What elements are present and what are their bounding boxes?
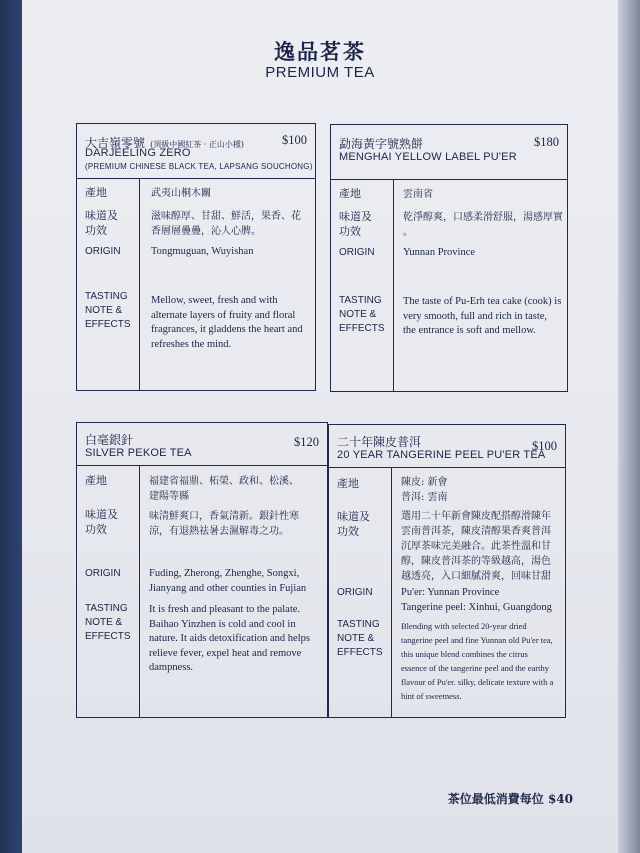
origin-cn: 福建省福鼎、柘榮、政和、松溪、 建陽等縣 [149, 476, 299, 502]
taste-cn: 味清鮮爽口，香氣清新。銀針性寒 涼，有退熱祛暑去濕解毒之功。 [149, 511, 299, 537]
tea-price: $100 [282, 133, 307, 147]
label-tasting-en: TASTING NOTE & EFFECTS [337, 619, 383, 658]
label-origin-cn: 產地 [85, 474, 107, 487]
column-divider [139, 465, 140, 717]
origin-cn: 陳皮: 新會 普洱: 雲南 [401, 477, 448, 503]
card-header [77, 124, 315, 179]
tea-price: $100 [532, 439, 557, 453]
tea-name-en: MENGHAI YELLOW LABEL PU'ER [339, 151, 517, 163]
label-taste-cn: 味道及 功效 [85, 209, 118, 237]
card-header [331, 125, 567, 180]
taste-cn: 選用二十年新會陳皮配搭醇滑陳年 雲南普洱茶，陳皮清醇果香爽普洱 沉厚茶味完美融合。此茶性溫和甘 醇，陳皮普洱茶的等級越高，湯色 越透亮，入口細膩滑爽，回味甘甜 [401, 511, 551, 582]
column-divider [391, 467, 392, 717]
menu-page [22, 0, 618, 853]
origin-en: Pu'er: Yunnan Province Tangerine peel: Xinhui, Guangdong [401, 587, 552, 613]
label-tasting-en: TASTING NOTE & EFFECTS [339, 295, 385, 334]
tea-card-menghai [330, 124, 568, 392]
card-header [77, 423, 327, 466]
minimum-charge-note: 茶位最低消費每位 $40 [447, 792, 573, 806]
tea-name-cn-note: (頂級中國紅茶 · 正山小種) [150, 140, 244, 149]
tea-name-en: DARJEELING ZERO [85, 147, 191, 159]
taste-en: Mellow, sweet, fresh and with alternate layers of fruity and floral fragrances, it gladdens the heart and refreshes the mind. [151, 295, 303, 350]
origin-en: Fuding, Zherong, Zhenghe, Songxi, Jianyang and other counties in Fujian [149, 568, 307, 594]
label-taste-cn: 味道及 功效 [339, 210, 372, 238]
column-divider [393, 179, 394, 391]
tea-card-tangerine-puer [328, 424, 566, 718]
label-taste-cn: 味道及 功效 [85, 508, 118, 536]
label-origin-en: ORIGIN [339, 247, 375, 258]
label-origin-cn: 產地 [339, 187, 361, 200]
tea-name-cn: 勐海黃字號熟餅 [339, 137, 424, 151]
label-tasting-en: TASTING NOTE & EFFECTS [85, 291, 131, 330]
tea-card-darjeeling [76, 123, 316, 391]
page-title-cn: 逸品茗茶 [274, 39, 366, 64]
taste-cn: 乾淨醇爽，口感柔滑舒服，湯感厚實 。 [403, 212, 563, 238]
tea-price: $180 [534, 135, 559, 149]
tea-name-cn: 白毫銀針 [85, 433, 134, 447]
origin-cn: 武夷山桐木關 [151, 188, 211, 199]
label-origin-cn: 產地 [85, 186, 107, 199]
label-taste-cn: 味道及 功效 [337, 510, 370, 538]
right-edge [618, 0, 640, 853]
label-origin-en: ORIGIN [85, 568, 121, 579]
tea-name-en-note: (PREMIUM CHINESE BLACK TEA, LAPSANG SOUCHONG) [85, 162, 313, 171]
taste-en: It is fresh and pleasant to the palate. Baihao Yinzhen is cold and cool in nature. It aids detoxification and helps relieve fever, expel heat and remove dampness. [149, 604, 310, 673]
card-header [329, 425, 565, 468]
column-divider [139, 178, 140, 390]
label-origin-en: ORIGIN [337, 587, 373, 598]
taste-en: The taste of Pu-Erh tea cake (cook) is very smooth, full and rich in taste, the entrance is soft and mellow. [403, 296, 562, 336]
taste-en: Blending with selected 20-year dried tangerine peel and fine Yunnan old Pu'er tea, this unique blend combines the citrus essence of the tangerine peel and the earthy flavour of Pu'er. silky, delicate texture with a hint of sweetness. [401, 621, 554, 701]
origin-en: Yunnan Province [403, 247, 476, 258]
origin-en: Tongmuguan, Wuyishan [151, 246, 254, 257]
taste-cn: 滋味醇厚、甘甜、鮮活，果香、花 香層層疊疊，沁人心脾。 [151, 211, 301, 237]
tea-name-cn: 大吉嶺零號 [85, 136, 146, 150]
label-origin-en: ORIGIN [85, 246, 121, 257]
label-tasting-en: TASTING NOTE & EFFECTS [85, 603, 131, 642]
tea-name-en: 20 YEAR TANGERINE PEEL PU'ER TEA [337, 449, 546, 461]
origin-cn: 雲南省 [403, 189, 433, 200]
tea-price: $120 [294, 435, 319, 449]
label-origin-cn: 產地 [337, 477, 359, 490]
tea-card-silver-pekoe [76, 422, 328, 718]
page-title-en: PREMIUM TEA [265, 64, 375, 81]
tea-name-en: SILVER PEKOE TEA [85, 447, 192, 459]
tea-name-cn: 二十年陳皮普洱 [337, 435, 422, 449]
